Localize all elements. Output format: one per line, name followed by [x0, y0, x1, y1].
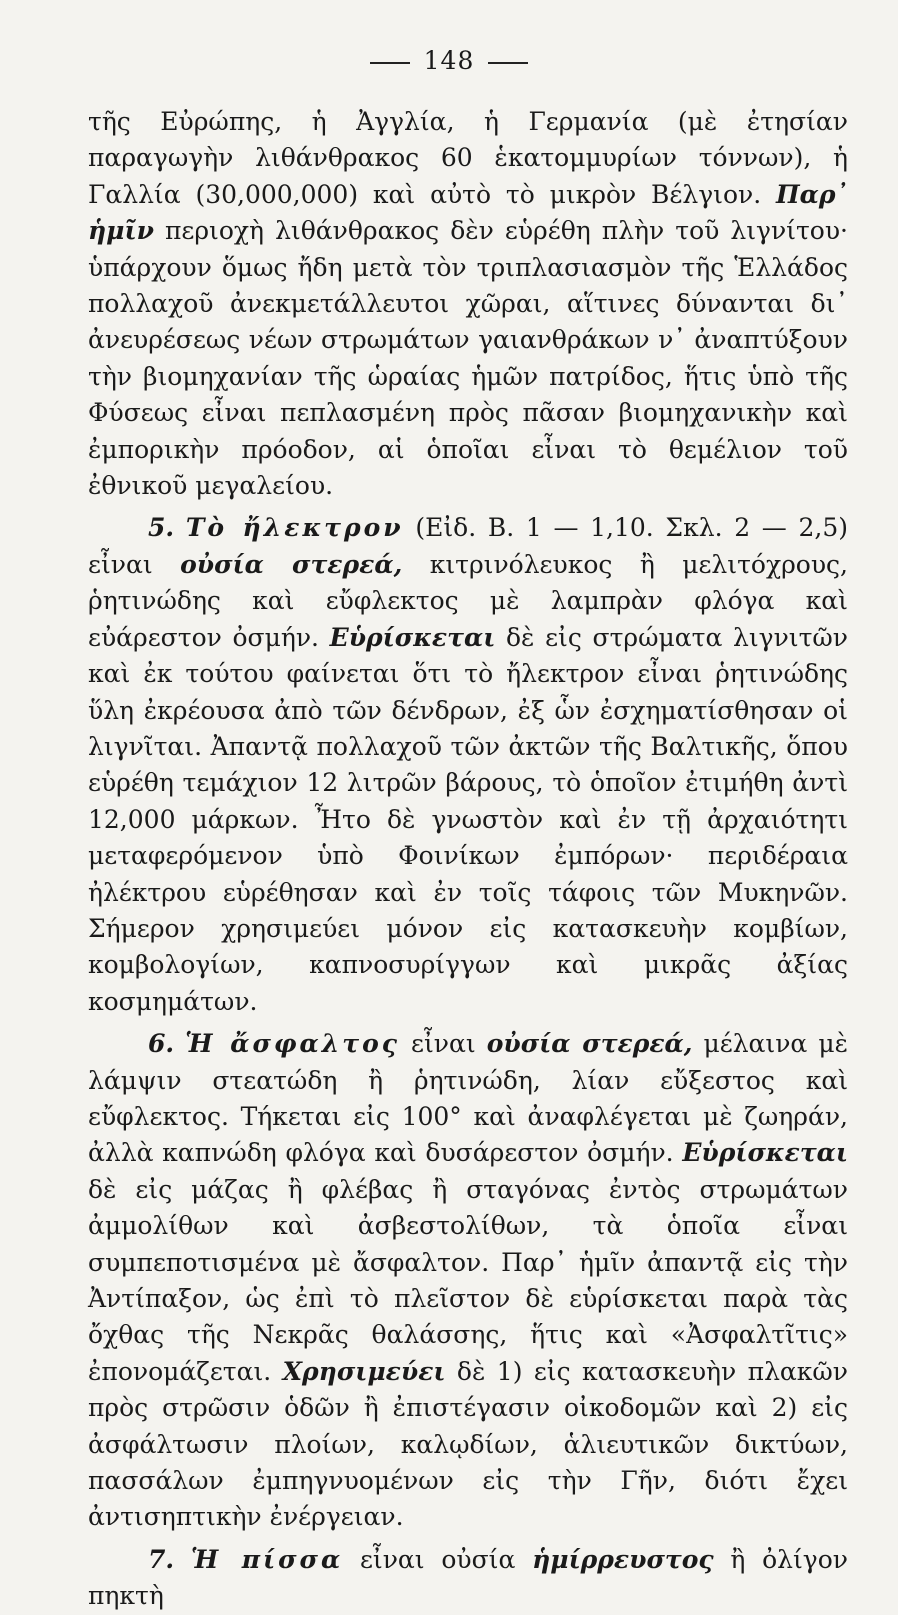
section-6-emphasis-3: Χρησιμεύει [282, 1356, 446, 1386]
intro-text-1: τῆς Εὐρώπης, ἡ Ἀγγλία, ἡ Γερμανία (μὲ ἐτησίαν παραγωγὴν λιθάνθρακος 60 ἑκατομμυρίων τόννων), ἡ Γαλλία (30,000,000) καὶ αὐτὸ τὸ μικρὸν Βέλγιον. [88, 107, 848, 209]
section-5-text-2: κιτρινόλευκος ἢ μελιτόχρους, ῥητινώδης καὶ εὔφλεκτος μὲ λαμπρὰν φλόγα καὶ εὐάρεστον ὀσμήν. [88, 549, 848, 652]
paragraph-section-6 [88, 1026, 848, 1536]
section-7-number: 7. [148, 1544, 175, 1574]
body-text [88, 104, 848, 1615]
section-5-emphasis-2: Εὑρίσκεται [329, 622, 496, 652]
right-dash [488, 62, 528, 64]
left-dash [370, 62, 410, 64]
section-6-emphasis-1: οὐσία στερεά, [486, 1029, 693, 1059]
intro-text-2: περιοχὴ λιθάνθρακος δὲν εὑρέθη πλὴν τοῦ λιγνίτου· ὑπάρχουν ὅμως ἤδη μετὰ τὸν τριπλασιασμὸν τῆς Ἑλλάδος πολλαχοῦ ἀνεκμετάλλευτοι χῶραι, αἵτινες δύνανται δι᾽ ἀνευρέσεως νέων στρωμάτων γαιανθράκων ν᾽ ἀναπτύξουν τὴν βιομηχανίαν τῆς ὡραίας ἡμῶν πατρίδος, ἥτις ὑπὸ τῆς Φύσεως εἶναι πεπλασμένη πρὸς πᾶσαν βιομηχανικὴν καὶ ἐμπορικὴν πρόοδον, αἱ ὁποῖαι εἶναι τὸ θεμέλιον τοῦ ἐθνικοῦ μεγαλείου. [88, 216, 848, 501]
section-6-text-1: εἶναι [400, 1029, 487, 1059]
section-6-number: 6. [148, 1029, 175, 1059]
section-6-text-2: μέλαινα μὲ λάμψιν στεατώδη ἢ ῥητινώδη, λίαν εὔξεστος καὶ εὔφλεκτος. Τήκεται εἰς 100° καὶ ἀναφλέγεται μὲ ζωηράν, ἀλλὰ καπνώδη φλόγα καὶ δυσάρεστον ὀσμήν. [88, 1029, 848, 1168]
page-number: 148 [423, 46, 475, 75]
page-header [0, 46, 898, 75]
intro-emphasis: Παρ᾽ ἡμῖν [88, 179, 848, 246]
section-5-text-3: δὲ εἰς στρώματα λιγνιτῶν καὶ ἐκ τούτου φαίνεται ὅτι τὸ ἤλεκτρον εἶναι ῥητινώδης ὕλη ἐκρέουσα ἀπὸ τῶν δένδρων, ἐξ ὧν ἐσχηματίσθησαν οἱ λιγνῖται. Ἀπαντᾷ πολλαχοῦ τῶν ἀκτῶν τῆς Βαλτικῆς, ὅπου εὑρέθη τεμάχιον 12 λιτρῶν βάρους, τὸ ὁποῖον ἐτιμήθη ἀντὶ 12,000 μάρκων. Ἦτο δὲ γνωστὸν καὶ ἐν τῇ ἀρχαιότητι μεταφερόμενον ὑπὸ Φοινίκων ἐμπόρων· περιδέραια ἠλέκτρου εὑρέθησαν καὶ ἐν τοῖς τάφοις τῶν Μυκηνῶν. Σήμερον χρησιμεύει μόνον εἰς κατασκευὴν κομβίων, κομβολογίων, καπνοσυρίγγων καὶ μικρᾶς ἀξίας κοσμημάτων. [88, 622, 848, 1016]
paragraph-intro [88, 104, 848, 504]
section-7-text-1: εἶναι οὐσία [343, 1544, 533, 1574]
section-6-emphasis-2: Εὑρίσκεται [682, 1138, 848, 1168]
section-7-text-2: ἢ ὀλίγον πηκτὴ [88, 1544, 848, 1611]
paragraph-section-7 [88, 1542, 848, 1615]
paragraph-section-5 [88, 510, 848, 1020]
section-6-text-4: δὲ 1) εἰς κατασκευὴν πλακῶν πρὸς στρῶσιν ὁδῶν ἢ ἐπιστέγασιν οἰκοδομῶν καὶ 2) εἰς ἀσφάλτωσιν πλοίων, καλῳδίων, ἁλιευτικῶν δικτύων, πασσάλων ἐμπηγνυομένων εἰς τὴν Γῆν, διότι ἔχει ἀντισηπτικὴν ἐνέργειαν. [88, 1356, 848, 1532]
section-5-number: 5. [148, 513, 175, 543]
section-5-text-1: (Εἰδ. Β. 1 — 1,10. Σκλ. 2 — 2,5) εἶναι [88, 513, 849, 579]
section-6-heading: Ἡ ἄσφαλτος [185, 1029, 401, 1059]
section-5-emphasis-1: οὐσία στερεά, [180, 549, 403, 579]
section-7-heading: Ἡ πίσσα [190, 1544, 344, 1574]
section-5-heading: Τὸ ἤλεκτρον [185, 513, 404, 543]
section-7-emphasis: ἡμίρρευστος [532, 1544, 714, 1574]
section-6-text-3: δὲ εἰς μάζας ἢ φλέβας ἢ σταγόνας ἐντὸς στρωμάτων ἀμμολίθων καὶ ἀσβεστολίθων, τὰ ὁποῖα εἶναι συμπεποτισμένα μὲ ἄσφαλτον. Παρ᾽ ἡμῖν ἀπαντᾷ εἰς τὴν Ἀντίπαξον, ὡς ἐπὶ τὸ πλεῖστον δὲ εὑρίσκεται παρὰ τὰς ὄχθας τῆς Νεκρᾶς θαλάσσης, ἥτις καὶ «Ἀσφαλτῖτις» ἐπονομάζεται. [88, 1174, 848, 1386]
